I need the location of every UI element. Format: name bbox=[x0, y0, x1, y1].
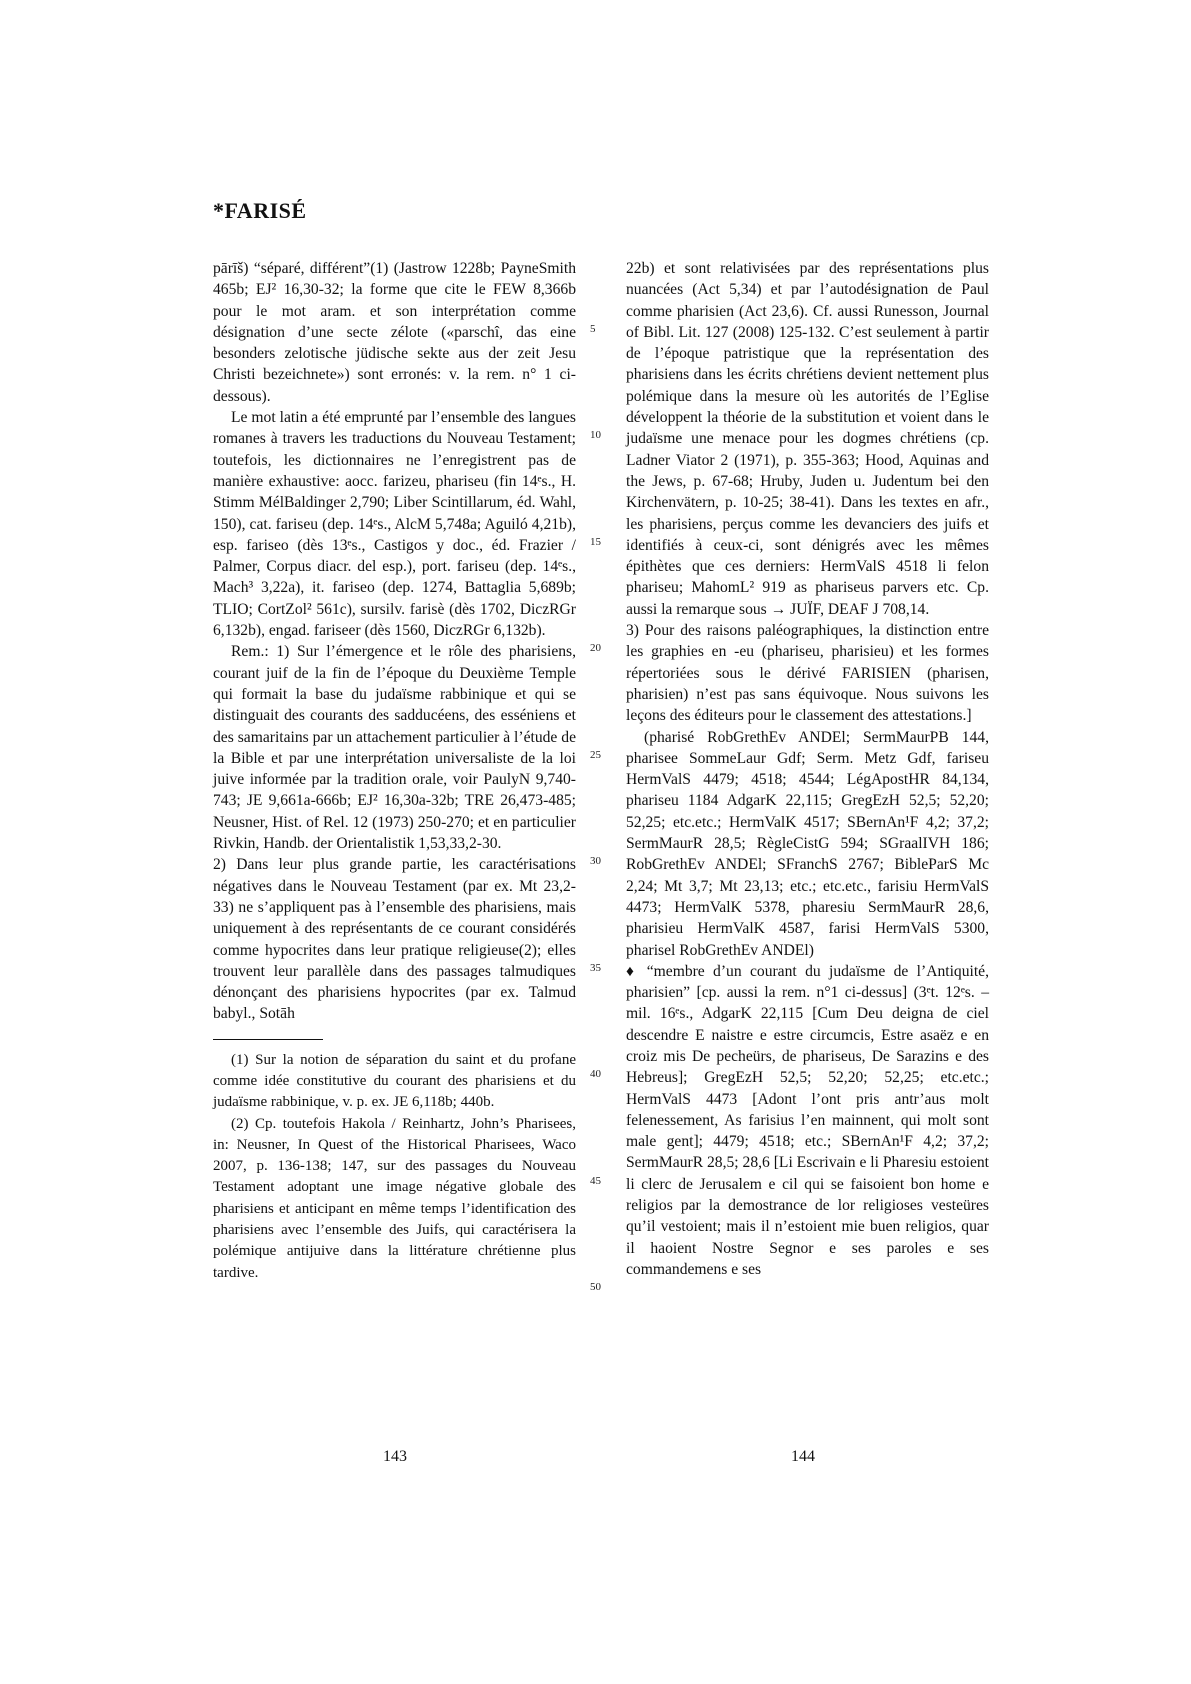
graphies-list: (pharisé RobGrethEv ANDEl; SermMaurPB 144, pharisee SommeLaur Gdf; Serm. Metz Gdf, fariseu HermValS 4479; 4518; 4544; LégApostHR 84,134, phariseu 1184 AdgarK 22,115; GregEzH 52,5; 52,20; 52,25; etc.etc.; HermValK 4517; SBernAn¹F 4,2; 37,2; SermMaurR 28,5; RègleCistG 594; SGraalIVH 186; RobGrethEv ANDEl; SFranchS 2767; BibleParS Mc 2,24; Mt 3,7; Mt 23,13; etc.; etc.etc., farisiu HermValS 4473; HermValK 5378, pharesiu SermMaurR 28,6, pharisieu HermValK 4587, farisi HermValS 5300, pharisel RobGrethEv ANDEl) bbox=[626, 728, 989, 959]
definition-paragraph: ♦ “membre d’un courant du judaïsme de l’Antiquité, pharisien” [cp. aussi la rem. n°1 ci-dessus] (3ᵉt. 12ᵉs. – mil. 16ᵉs., AdgarK 22,115 [Cum Deu deigna de ciel descendre E naistre e estre circumcis, Estre asaëz e en croiz mis De pecheürs, de phariseus, De Sarazins e des Hebreus]; GregEzH 52,5; 52,20; 52,25; etc.etc.; HermValS 4473 [Adont l’ont pris antr’aus molt felenessement, As farisius l’en mainnent, qui molt sont male gent]; 4479; 4518; etc.; SBernAn¹F 4,2; 37,2; SermMaurR 28,5; 28,6 [Li Escrivain e li Pharesiu estoient li clerc de Jerusalem e cil qui se faisoient bon home e religios par la demostrance de lor religioses vesteüres qu’il vestoient; mais il n’estoient mie buen religios, quar il haoient Nostre Segnor e ses paroles e ses commandemens e ses bbox=[626, 962, 989, 1278]
etymology-paragraph: pārīš) “séparé, différent”(1) (Jastrow 1228b; PayneSmith 465b; EJ² 16,30-32; la forme que cite le FEW 8,366b pour le mot aram. et son interprétation comme désignation d’une secte zélote («parschî, das eine besonders zelotische jüdische sekte aus der zeit Jesu Christi bezeichnete») sont erronés: v. la rem. n° 1 ci-dessous). bbox=[213, 260, 576, 405]
line-number: 10 bbox=[590, 429, 601, 441]
line-number: 50 bbox=[590, 1281, 601, 1293]
entry-headword: *FARISÉ bbox=[213, 198, 307, 223]
page-number-right: 144 bbox=[791, 1448, 815, 1465]
line-number: 20 bbox=[590, 642, 601, 654]
right-column bbox=[626, 258, 989, 1280]
line-number: 45 bbox=[590, 1175, 601, 1187]
remark-2-continuation: 22b) et sont relativisées par des représentations plus nuancées (Act 5,34) et par l’autodésignation de Paul comme pharisien (Act 23,6). Cf. aussi Runesson, Journal of Bibl. Lit. 127 (2008) 125-132. C’est seulement à partir de l’époque patristique que la représentation des pharisiens dans les écrits chrétiens devient nettement plus polémique dans la mesure où les autorités de l’Eglise développent la théorie de la substitution et voient dans le judaïsme une menace pour les dogmes chrétiens (cp. Ladner Viator 2 (1971), p. 355-363; Hood, Aquinas and the Jews, p. 67-68; Hruby, Juden u. Judentum bei den Kirchenvätern, p. 10-25; 38-41). Dans les textes en afr., les pharisiens, perçus comme les devanciers des juifs et identifiés à ceux-ci, sont dénigrés avec les mêmes épithètes que ces derniers: HermValS 4518 li felon phariseu; MahomL² 919 as phariseus parvers etc. Cp. aussi la remarque sous → JUÏF, DEAF J 708,14. bbox=[626, 260, 989, 618]
romance-languages-paragraph: Le mot latin a été emprunté par l’ensemble des langues romanes à travers les traductions du Nouveau Testament; toutefois, les dictionnaires ne l’enregistrent pas de manière exhaustive: aocc. farizeu, phariseu (fin 14ᵉs., H. Stimm MélBaldinger 2,790; Liber Scintillarum, éd. Wahl, 150), cat. fariseu (dep. 14ᵉs., AlcM 5,748a; Aguiló 4,21b), esp. fariseo (dès 13ᵉs., Castigos y doc., éd. Frazier / Palmer, Corpus diacr. del esp.), port. fariseu (dep. 14ᵉs., Mach³ 3,22a), it. fariseo (dep. 1274, Battaglia 5,689b; TLIO; CortZol² 561c), sursilv. farisè (dès 1702, DiczRGr 6,132b), engad. fariseer (dès 1560, DiczRGr 6,132b). bbox=[213, 409, 576, 640]
left-column bbox=[213, 258, 576, 1284]
remark-1-paragraph: Rem.: 1) Sur l’émergence et le rôle des pharisiens, courant juif de la fin de l’époque du Deuxième Temple qui formait la base du judaïsme rabbinique et qui se distinguait des courants des sadducéens, des esséniens et des samaritains par un attachement particulier à l’étude de la Bible et par une interprétation universaliste de la loi juive informée par la tradition orale, voir PaulyN 9,740-743; JE 9,661a-666b; EJ² 16,30a-32b; TRE 26,473-485; Neusner, Hist. of Rel. 12 (1973) 250-270; et en particulier Rivkin, Handb. der Orientalistik 1,53,33,2-30. bbox=[213, 643, 576, 853]
remark-3-paragraph: 3) Pour des raisons paléographiques, la distinction entre les graphies en -eu (phariseu, pharisieu) et les formes répertoriées sous le dérivé FARISIEN (pharisen, pharisien) n’est pas sans équivoque. Nous suivons les leçons des éditeurs pour le classement des attestations.] bbox=[626, 622, 989, 725]
footnote-1: (1) Sur la notion de séparation du saint et du profane comme idée constitutive du courant des pharisiens et du judaïsme rabbinique, v. p. ex. JE 6,118b; 440b. bbox=[213, 1051, 576, 1111]
remark-2-paragraph: 2) Dans leur plus grande partie, les caractérisations négatives dans le Nouveau Testament (par ex. Mt 23,2-33) ne s’appliquent pas à l’ensemble des pharisiens, mais uniquement à des représentants de ce courant considérés comme hypocrites dans leur pratique religieuse(2); elles trouvent leur parallèle dans des passages talmudiques dénonçant des pharisiens hypocrites (par ex. Talmud babyl., Sotāh bbox=[213, 856, 576, 1023]
line-number: 5 bbox=[590, 323, 596, 335]
page-number-left: 143 bbox=[383, 1448, 407, 1465]
line-number: 35 bbox=[590, 962, 601, 974]
line-number: 40 bbox=[590, 1068, 601, 1080]
line-number: 30 bbox=[590, 855, 601, 867]
footnote-2: (2) Cp. toutefois Hakola / Reinhartz, John’s Pharisees, in: Neusner, In Quest of the Historical Pharisees, Waco 2007, p. 136-138; 147, sur des passages du Nouveau Testament adoptant une image négative globale des pharisiens et anticipant en même temps l’identification des pharisiens avec l’ensemble des Juifs, qui caractérisera la polémique antijuive dans la littérature chrétienne plus tardive. bbox=[213, 1115, 576, 1281]
line-number: 25 bbox=[590, 749, 601, 761]
footnote-divider bbox=[213, 1039, 323, 1040]
line-number: 15 bbox=[590, 536, 601, 548]
